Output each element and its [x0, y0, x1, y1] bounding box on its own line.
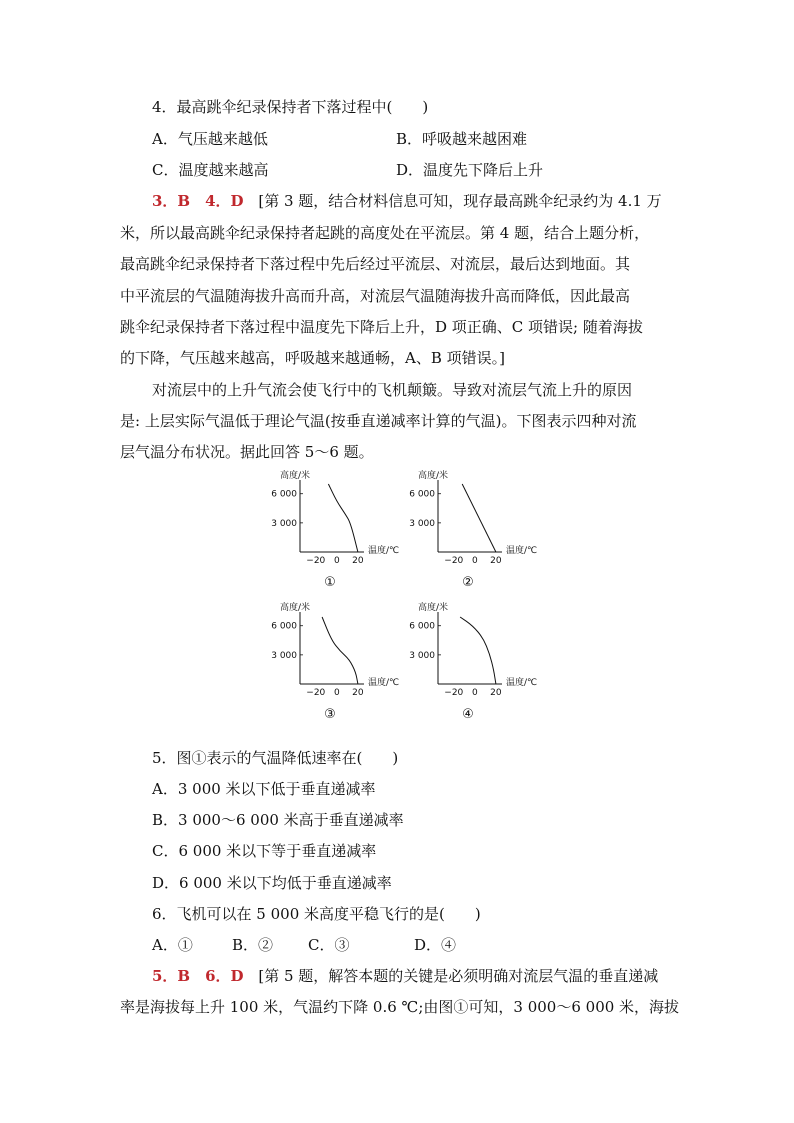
- explanation-line: 跳伞纪录保持者下落过程中温度先下降后上升，D 项正确、C 项错误; 随着海拔: [120, 318, 643, 336]
- y-tick-label: 3 000: [271, 518, 297, 529]
- question-5-option-b: B．3 000～6 000 米高于垂直递减率: [152, 811, 404, 829]
- x-tick-label: −20: [306, 556, 326, 566]
- explanation-line: 米，所以最高跳伞纪录保持者起跳的高度处在平流层。第 4 题，结合上题分析，: [120, 224, 650, 242]
- question-4-option-b: B．呼吸越来越困难: [396, 130, 528, 148]
- question-6-option-d: D．④: [414, 936, 457, 954]
- chart-4: [400, 603, 690, 740]
- x-tick-label: 20: [490, 688, 502, 698]
- explanation-line: [第 3 题，结合材料信息可知，现存最高跳伞纪录约为 4.1 万: [258, 192, 662, 210]
- temperature-curve: [460, 617, 496, 684]
- y-tick-label: 3 000: [271, 650, 297, 661]
- question-4-stem: 4．最高跳伞纪录保持者下落过程中( ): [152, 98, 429, 116]
- y-tick-label: 3 000: [409, 518, 435, 529]
- intro-line: 层气温分布状况。据此回答 5～6 题。: [120, 443, 374, 461]
- temperature-curve: [322, 617, 358, 684]
- chart-caption: ①: [324, 575, 336, 590]
- y-tick-label: 6 000: [271, 489, 297, 500]
- question-6-option-c: C．③: [308, 936, 350, 954]
- question-5-stem: 5．图①表示的气温降低速率在( ): [152, 749, 399, 767]
- question-6-stem: 6．飞机可以在 5 000 米高度平稳飞行的是( ): [152, 905, 481, 923]
- x-tick-label: 0: [471, 556, 478, 566]
- question-4-option-a: A．气压越来越低: [152, 130, 268, 148]
- explanation-line: 中平流层的气温随海拔升高而升高，对流层气温随海拔升高而降低，因此最高: [120, 287, 631, 305]
- x-tick-label: −20: [306, 688, 326, 698]
- y-tick-label: 6 000: [271, 621, 297, 632]
- y-tick-label: 6 000: [409, 489, 435, 500]
- y-axis-label: 高度/米: [418, 471, 449, 481]
- chart-caption: ③: [324, 707, 336, 722]
- chart-2: [400, 471, 690, 608]
- x-tick-label: −20: [444, 688, 464, 698]
- x-tick-label: 20: [352, 556, 364, 566]
- temperature-curve: [328, 484, 358, 552]
- y-axis-label: 高度/米: [280, 603, 311, 613]
- x-axis-label: 温度/℃: [506, 546, 538, 556]
- question-5-option-a: A．3 000 米以下低于垂直递减率: [152, 780, 376, 798]
- explanation-line: 的下降，气压越来越高，呼吸越来越通畅，A、B 项错误。]: [120, 349, 505, 367]
- y-tick-label: 3 000: [409, 650, 435, 661]
- answer-5-6: [152, 966, 658, 986]
- intro-line: 是: 上层实际气温低于理论气温(按垂直递减率计算的气温)。下图表示四种对流: [120, 412, 637, 430]
- explanation-line: 率是海拔每上升 100 米，气温约下降 0.6 ℃;由图①可知，3 000～6 000 米，海拔: [120, 998, 680, 1016]
- y-axis-label: 高度/米: [280, 471, 311, 481]
- x-tick-label: −20: [444, 556, 464, 566]
- x-tick-label: 0: [333, 556, 340, 566]
- explanation-line: [第 5 题，解答本题的关键是必须明确对流层气温的垂直递减: [258, 967, 659, 985]
- question-6-option-a: A．①: [152, 936, 193, 954]
- y-tick-label: 6 000: [409, 621, 435, 632]
- explanation-line: 最高跳伞纪录保持者下落过程中先后经过平流层、对流层，最后达到地面。其: [120, 255, 631, 273]
- question-5-option-d: D．6 000 米以下均低于垂直递减率: [152, 874, 392, 892]
- x-axis-label: 温度/℃: [368, 678, 400, 688]
- question-4-option-d: D．温度先下降后上升: [396, 161, 544, 179]
- question-6-option-b: B．②: [232, 936, 274, 954]
- chart-caption: ②: [462, 575, 474, 590]
- y-axis-label: 高度/米: [418, 603, 449, 613]
- temperature-profile-chart-4: [400, 603, 690, 736]
- x-tick-label: 20: [490, 556, 502, 566]
- intro-line: 对流层中的上升气流会使飞行中的飞机颠簸。导致对流层气流上升的原因: [152, 381, 633, 399]
- chart-caption: ④: [462, 707, 474, 722]
- answer-label: 5．B 6．D: [152, 967, 244, 985]
- x-tick-label: 0: [471, 688, 478, 698]
- temperature-curve: [462, 484, 496, 552]
- x-axis-label: 温度/℃: [506, 678, 538, 688]
- answer-3-4: [152, 191, 662, 211]
- question-4-option-c: C．温度越来越高: [152, 161, 269, 179]
- x-tick-label: 0: [333, 688, 340, 698]
- x-axis-label: 温度/℃: [368, 546, 400, 556]
- temperature-profile-chart-2: [400, 471, 690, 604]
- x-tick-label: 20: [352, 688, 364, 698]
- question-5-option-c: C．6 000 米以下等于垂直递减率: [152, 842, 377, 860]
- answer-label: 3．B 4．D: [152, 192, 244, 210]
